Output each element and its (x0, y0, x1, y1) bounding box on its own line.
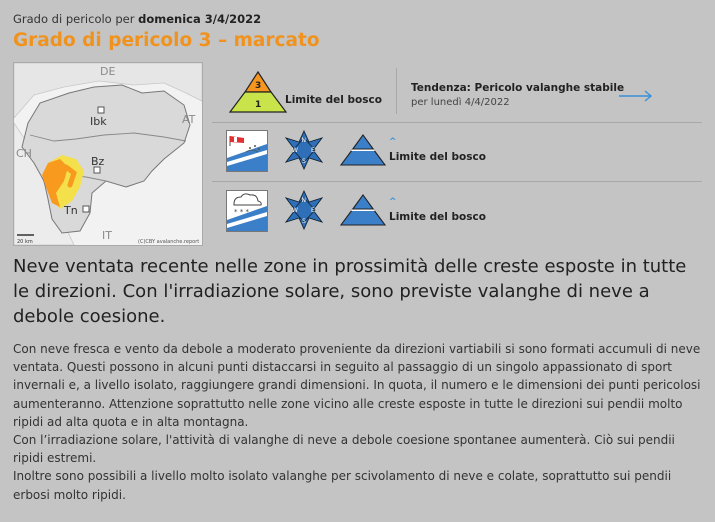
aspect-n: N (301, 137, 306, 144)
danger-level-title: Grado di pericolo 3 – marcato (13, 30, 320, 51)
aspect-s: S (302, 158, 306, 165)
map-label-de: DE (100, 65, 116, 78)
map-label-tn: Tn (64, 204, 78, 217)
map-label-ch: CH (16, 147, 32, 160)
map-label-it: IT (102, 229, 112, 242)
avalanche-problem-new-snow (212, 182, 702, 240)
above-treeline-icon (340, 193, 386, 231)
forecast-date: domenica 3/4/2022 (138, 12, 262, 26)
wind-slab-icon (226, 130, 268, 176)
danger-lower-level: 1 (255, 100, 262, 110)
danger-upper-level: 3 (255, 81, 262, 91)
map-scale: 20 km (17, 239, 33, 245)
aspect-w: W (292, 207, 298, 214)
aspect-s: S (302, 218, 306, 225)
aspect-n: N (301, 197, 306, 204)
map-label-ibk: Ibk (90, 115, 107, 128)
date-prefix: Grado di pericolo per (13, 12, 135, 26)
map-label-at: AT (182, 113, 196, 126)
above-treeline-icon (340, 133, 386, 171)
tendency-title: Tendenza: Pericolo valanghe stabile (411, 82, 625, 94)
forecast-date-line (13, 12, 261, 26)
danger-elevation-label: Limite del bosco (285, 94, 382, 106)
aspect-w: W (292, 147, 298, 154)
caret-up-icon: ^ (389, 197, 397, 207)
svg-text:* * *: * * * (234, 208, 249, 216)
map-credit: (C)CBY avalanche.report (138, 239, 200, 245)
aspect-rose-icon (284, 130, 324, 174)
caret-up-icon: ^ (389, 137, 397, 147)
problem-elevation-label: Limite del bosco (389, 151, 486, 163)
description-paragraph: Con neve fresca e vento da debole a moderato proveniente da direzioni vartiabili si sono formati accumuli di neve ventata. Questi possono in alcuni punti distaccarsi in seguito al passaggio di un singolo appassionato di sport invernali e, a livello isolato, raggiungere grandi dimensioni. In quota, il numero e le dimensioni dei punti pericolosi aumenteranno. Attenzione soprattutto nelle zone vicino alle creste esposte in tutte le direzioni sui pendii molto ripidi ad alta quota e in alta montagna. (13, 342, 701, 429)
avalanche-problem-wind-slab (212, 123, 702, 182)
map-label-bz: Bz (91, 155, 105, 168)
aspect-rose-icon (284, 190, 324, 234)
arrow-right-icon (618, 87, 654, 106)
problem-elevation-label: Limite del bosco (389, 211, 486, 223)
danger-level-mountain-icon (226, 70, 290, 118)
region-map[interactable] (13, 62, 203, 246)
description-paragraph: Inoltre sono possibili a livello molto isolato valanghe per scivolamento di neve e colate, soprattutto sui pendii erbosi molto ripidi. (13, 469, 672, 502)
danger-description (13, 340, 703, 504)
aspect-e: E (311, 207, 315, 214)
divider (396, 68, 397, 114)
danger-highlight-text: Neve ventata recente nelle zone in prossimità delle creste esposte in tutte le direzioni. Con l'irradiazione solare, sono previste valanghe di neve a debole coesione. (13, 256, 687, 327)
description-paragraph: Con l’irradiazione solare, l'attività di valanghe di neve a debole coesione spontanee aumenterà. Ciò sui pendii ripidi estremi. (13, 433, 675, 466)
danger-level-row (212, 62, 702, 123)
tendency-date: per lunedì 4/4/2022 (411, 97, 510, 108)
aspect-e: E (311, 147, 315, 154)
new-snow-icon (226, 190, 268, 236)
